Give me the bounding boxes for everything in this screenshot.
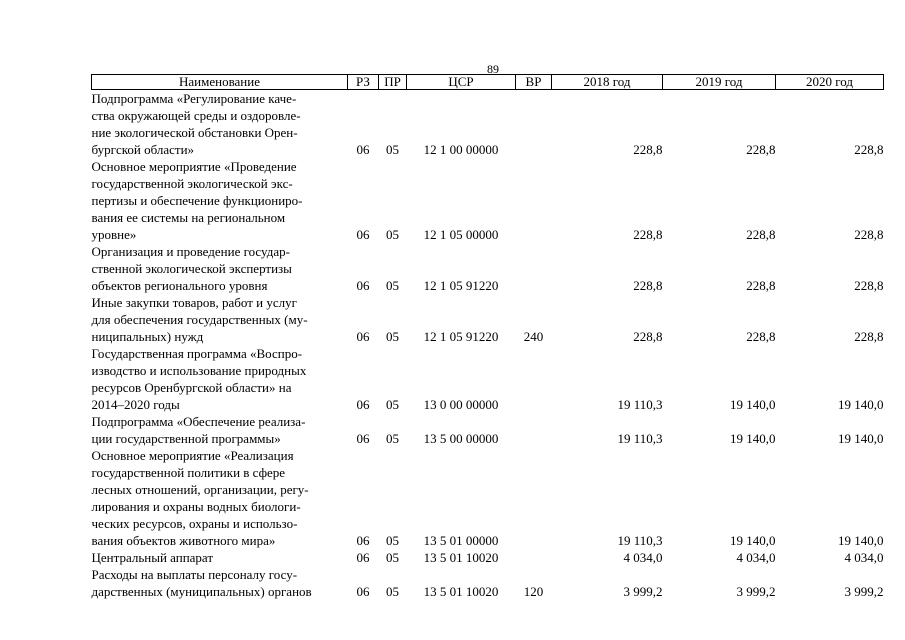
row-name-line: изводство и использование природных: [91, 363, 307, 378]
row-2020: 228,8: [854, 142, 884, 157]
row-vr: [516, 158, 552, 243]
row-2019: 228,8: [746, 278, 776, 293]
table-header-row: [92, 75, 884, 90]
row-name-line: Центральный аппарат: [91, 550, 214, 565]
row-csr: 12 1 05 91220: [423, 329, 499, 344]
row-rz: 06: [356, 227, 370, 242]
row-vr: [516, 447, 552, 549]
row-pr: 05: [386, 278, 399, 293]
row-pr: 05: [386, 431, 399, 446]
row-name-line: ние экологической обстановки Орен-: [91, 125, 298, 140]
row-vr: [516, 243, 552, 294]
row-name: [92, 549, 348, 566]
header-vr: ВР: [516, 75, 552, 90]
row-name-line: Основное мероприятие «Проведение: [91, 159, 297, 174]
row-name-line: ции государственной программы»: [91, 431, 281, 446]
row-2018: 228,8: [633, 329, 663, 344]
header-rz: РЗ: [348, 75, 379, 90]
page-number: 89: [487, 62, 499, 76]
row-csr: 13 5 01 10020: [423, 584, 499, 599]
row-2018: 19 110,3: [617, 397, 663, 412]
row-name-line: 2014–2020 годы: [91, 397, 180, 412]
row-2020: 19 140,0: [838, 431, 884, 446]
row-pr: 05: [386, 397, 399, 412]
row-name-line: вания ее системы на региональном: [91, 210, 286, 225]
row-rz: 06: [356, 584, 370, 599]
header-2018: 2018 год: [552, 75, 663, 90]
row-name-line: Подпрограмма «Регулирование каче-: [91, 91, 297, 106]
row-rz: 06: [356, 550, 370, 565]
row-name-line: ческих ресурсов, охраны и использо-: [91, 516, 298, 531]
row-csr: 13 5 01 10020: [423, 550, 499, 565]
row-vr: [516, 345, 552, 413]
row-vr: [516, 413, 552, 447]
row-pr: 05: [386, 329, 399, 344]
row-2018: 3 999,2: [623, 584, 663, 599]
row-name: [92, 413, 348, 447]
row-name-line: Государственная программа «Воспро-: [91, 346, 303, 361]
row-name: [92, 243, 348, 294]
row-2018: 228,8: [633, 227, 663, 242]
row-2020: 19 140,0: [838, 397, 884, 412]
row-csr: 12 1 05 00000: [423, 227, 499, 242]
row-name: [92, 294, 348, 345]
row-name-line: государственной политики в сфере: [91, 465, 286, 480]
row-2020: 19 140,0: [838, 533, 884, 548]
table-row: [92, 413, 884, 447]
header-pr: ПР: [379, 75, 407, 90]
row-rz: 06: [356, 278, 370, 293]
row-name-line: вания объектов животного мира»: [91, 533, 276, 548]
row-name-line: Расходы на выплаты персоналу госу-: [91, 567, 298, 582]
row-name-line: бургской области»: [91, 142, 195, 157]
row-vr: 120: [523, 584, 544, 599]
header-csr: ЦСР: [407, 75, 516, 90]
row-name-line: для обеспечения государственных (му-: [91, 312, 308, 327]
row-vr: 240: [523, 329, 544, 344]
row-2018: 19 110,3: [617, 533, 663, 548]
table-row: [92, 447, 884, 549]
budget-table: [91, 74, 884, 600]
row-2019: 3 999,2: [736, 584, 776, 599]
row-name: [92, 158, 348, 243]
row-csr: 13 0 00 00000: [423, 397, 499, 412]
row-2020: 3 999,2: [844, 584, 884, 599]
row-name-line: ресурсов Оренбургской области» на: [91, 380, 292, 395]
row-2020: 228,8: [854, 278, 884, 293]
table-row: [92, 294, 884, 345]
row-pr: 05: [386, 584, 399, 599]
row-2019: 19 140,0: [730, 397, 776, 412]
row-pr: 05: [386, 142, 399, 157]
row-csr: 12 1 00 00000: [423, 142, 499, 157]
row-2018: 228,8: [633, 142, 663, 157]
row-name-line: Иные закупки товаров, работ и услуг: [91, 295, 297, 310]
table-row: [92, 345, 884, 413]
header-name: Наименование: [92, 75, 348, 90]
row-rz: 06: [356, 329, 370, 344]
table-row: [92, 90, 884, 159]
row-csr: 13 5 00 00000: [423, 431, 499, 446]
row-rz: 06: [356, 431, 370, 446]
row-name-line: объектов регионального уровня: [91, 278, 268, 293]
row-2020: 228,8: [854, 329, 884, 344]
row-name: [92, 345, 348, 413]
row-name-line: Организация и проведение государ-: [91, 244, 290, 259]
row-name: [92, 447, 348, 549]
row-2018: 228,8: [633, 278, 663, 293]
row-2019: 228,8: [746, 142, 776, 157]
row-name-line: государственной экологической экс-: [91, 176, 293, 191]
row-2020: 228,8: [854, 227, 884, 242]
row-csr: 12 1 05 91220: [423, 278, 499, 293]
row-name-line: Основное мероприятие «Реализация: [91, 448, 294, 463]
row-2019: 228,8: [746, 329, 776, 344]
row-name-line: ниципальных) нужд: [91, 329, 204, 344]
row-2019: 4 034,0: [736, 550, 776, 565]
row-pr: 05: [386, 533, 399, 548]
row-name-line: лесных отношений, организации, регу-: [91, 482, 309, 497]
row-2019: 19 140,0: [730, 431, 776, 446]
row-2019: 228,8: [746, 227, 776, 242]
header-2020: 2020 год: [776, 75, 884, 90]
row-vr: [516, 90, 552, 159]
row-vr: [516, 549, 552, 566]
row-name: [92, 566, 348, 600]
row-rz: 06: [356, 533, 370, 548]
table-row: [92, 549, 884, 566]
row-2019: 19 140,0: [730, 533, 776, 548]
row-name-line: ственной экологической экспертизы: [91, 261, 292, 276]
row-name-line: дарственных (муниципальных) органов: [91, 584, 312, 599]
table-row: [92, 158, 884, 243]
row-csr: 13 5 01 00000: [423, 533, 499, 548]
row-rz: 06: [356, 142, 370, 157]
row-2020: 4 034,0: [844, 550, 884, 565]
row-name-line: Подпрограмма «Обеспечение реализа-: [91, 414, 306, 429]
row-rz: 06: [356, 397, 370, 412]
row-pr: 05: [386, 227, 399, 242]
row-name-line: пертизы и обеспечение функциониро-: [91, 193, 303, 208]
row-2018: 19 110,3: [617, 431, 663, 446]
table-row: [92, 566, 884, 600]
row-name-line: уровне»: [91, 227, 137, 242]
row-2018: 4 034,0: [623, 550, 663, 565]
row-name-line: лирования и охраны водных биологи-: [91, 499, 301, 514]
header-2019: 2019 год: [663, 75, 776, 90]
row-pr: 05: [386, 550, 399, 565]
table-row: [92, 243, 884, 294]
row-name: [92, 90, 348, 159]
row-name-line: ства окружающей среды и оздоровле-: [91, 108, 301, 123]
